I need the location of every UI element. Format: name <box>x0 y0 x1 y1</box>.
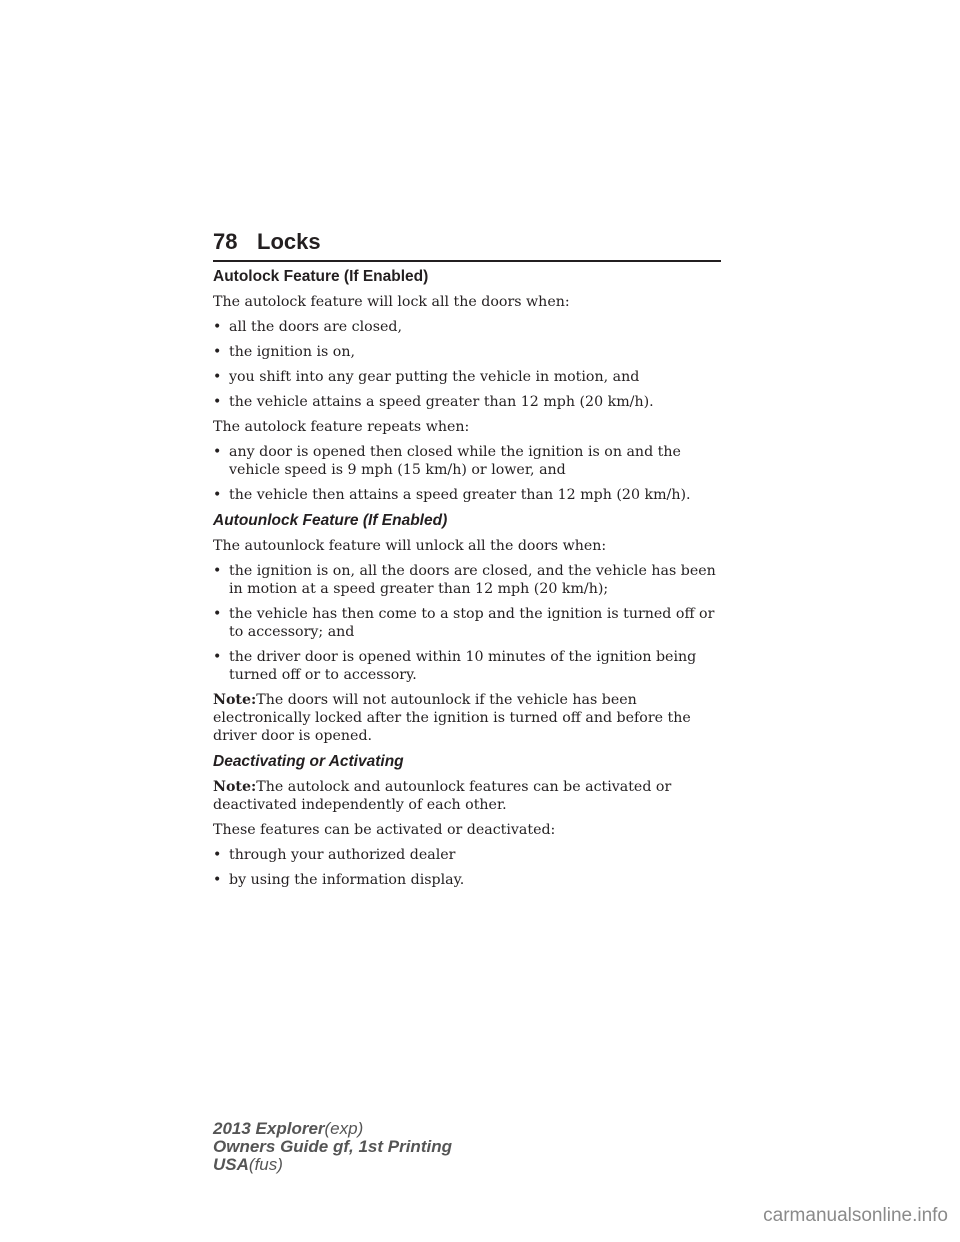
footer-line-1: 2013 Explorer(exp) <box>213 1119 364 1138</box>
bullet-icon: • <box>213 344 222 360</box>
autounlock-list <box>213 562 725 684</box>
bullet-icon: • <box>213 563 222 579</box>
autolock-list <box>213 318 725 411</box>
autolock-heading: Autolock Feature (If Enabled) <box>213 268 429 285</box>
bullet-icon: • <box>213 487 222 503</box>
bullet-icon: • <box>213 872 222 888</box>
note-text: The doors will not autounlock if the vehicle has been electronically locked after the ignition is turned off and before the driver door is opened. <box>213 692 691 744</box>
note-label: Note: <box>213 779 257 795</box>
watermark: carmanualsonline.info <box>763 1205 948 1226</box>
list-item: • through your authorized dealer <box>213 847 456 863</box>
footer-line-2: Owners Guide gf, 1st Printing <box>213 1137 452 1156</box>
bullet-icon: • <box>213 649 222 665</box>
list-item: • the vehicle then attains a speed greater than 12 mph (20 km/h). <box>213 487 691 503</box>
note-text: The autolock and autounlock features can be activated or deactivated independently of each other. <box>213 779 672 813</box>
deactivating-heading: Deactivating or Activating <box>213 753 404 770</box>
note-label: Note: <box>213 692 257 708</box>
bullet-icon: • <box>213 369 222 385</box>
deactivating-intro: These features can be activated or deactivated: <box>213 822 556 838</box>
list-item: • you shift into any gear putting the vehicle in motion, and <box>213 369 640 385</box>
autounlock-heading: Autounlock Feature (If Enabled) <box>213 512 448 529</box>
deactivating-list <box>213 846 725 889</box>
autolock-intro: The autolock feature will lock all the doors when: <box>213 294 570 310</box>
page-content <box>213 267 725 896</box>
list-item: • all the doors are closed, <box>213 319 402 335</box>
page-number: 78 <box>213 229 238 254</box>
page-header <box>213 228 721 262</box>
footer-line-3: USA(fus) <box>213 1155 283 1174</box>
deactivating-note <box>213 778 725 814</box>
list-item: • the vehicle attains a speed greater than 12 mph (20 km/h). <box>213 394 654 410</box>
autolock-repeat-list <box>213 443 725 504</box>
autolock-repeat-intro: The autolock feature repeats when: <box>213 419 470 435</box>
section-title: Locks <box>257 229 321 254</box>
print-footer <box>213 1120 452 1174</box>
bullet-icon: • <box>213 606 222 622</box>
list-item: • the ignition is on, <box>213 344 355 360</box>
bullet-icon: • <box>213 394 222 410</box>
autounlock-intro: The autounlock feature will unlock all the doors when: <box>213 538 607 554</box>
list-item: • any door is opened then closed while the ignition is on and the vehicle speed is 9 mph (15 km/h) or lower, and <box>213 444 681 478</box>
list-item: • the ignition is on, all the doors are closed, and the vehicle has been in motion at a speed greater than 12 mph (20 km/h); <box>213 563 716 597</box>
list-item: • the vehicle has then come to a stop and the ignition is turned off or to accessory; and <box>213 606 715 640</box>
list-item: • by using the information display. <box>213 872 465 888</box>
autounlock-note <box>213 691 725 745</box>
bullet-icon: • <box>213 847 222 863</box>
list-item: • the driver door is opened within 10 minutes of the ignition being turned off or to accessory. <box>213 649 697 683</box>
bullet-icon: • <box>213 319 222 335</box>
bullet-icon: • <box>213 444 222 460</box>
